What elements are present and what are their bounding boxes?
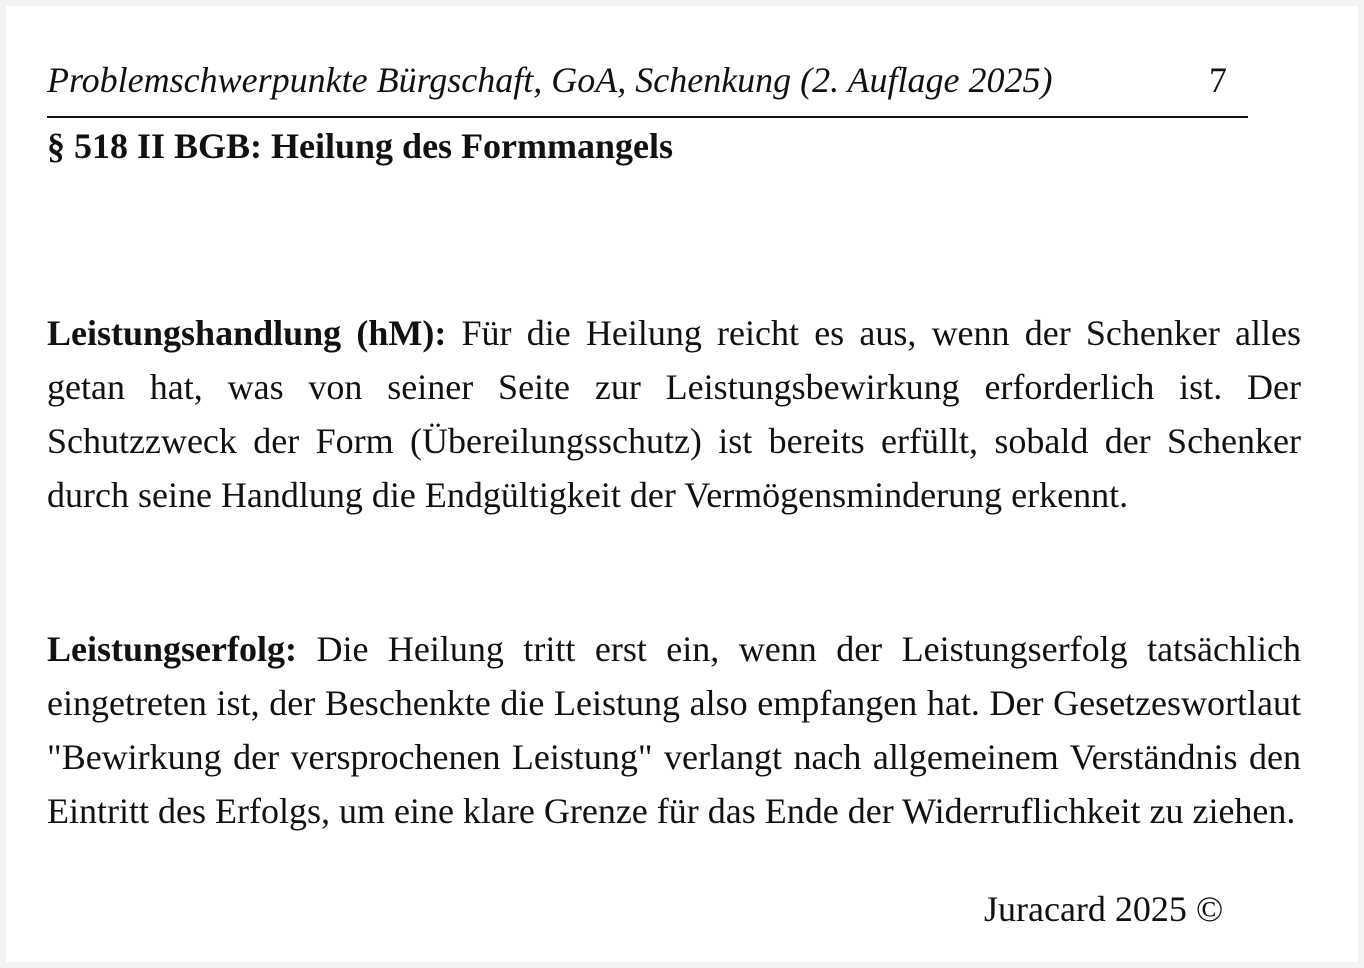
paragraph-text: Die Heilung tritt erst ein, wenn der Leistungserfolg tatsächlich eingetreten ist, der Beschenkte die Leistung also empfangen hat. Der Gesetzeswortlaut "Bewirkung der versprochenen Leistung" verlangt nach allgemeinem Verständnis den Eintritt des Erfolgs, um eine klare Grenze für das Ende der Widerruflichkeit zu ziehen. bbox=[47, 629, 1301, 831]
page-number: 7 bbox=[1209, 60, 1227, 100]
paragraph-text: Für die Heilung reicht es aus, wenn der Schenker alles getan hat, was von seiner Seite zur Leistungsbewirkung erforderlich ist. Der Schutzzweck der Form (Übereilungsschutz) ist bereits erfüllt, sobald der Schenker durch seine Handlung die Endgültigkeit der Vermögensminderung erkennt. bbox=[47, 313, 1301, 515]
copyright-footer: Juracard 2025 © bbox=[984, 889, 1224, 929]
paragraph-term: Leistungserfolg: bbox=[47, 629, 297, 669]
paragraph-leistungshandlung bbox=[47, 306, 1301, 522]
paragraph-term: Leistungshandlung (hM): bbox=[47, 313, 447, 353]
header-rule bbox=[47, 116, 1248, 118]
running-header bbox=[47, 60, 1247, 100]
paragraph-leistungserfolg bbox=[47, 622, 1301, 838]
running-title: Problemschwerpunkte Bürgschaft, GoA, Schenkung (2. Auflage 2025) bbox=[47, 60, 1053, 100]
section-title: § 518 II BGB: Heilung des Formmangels bbox=[47, 126, 674, 166]
document-page bbox=[6, 6, 1358, 962]
